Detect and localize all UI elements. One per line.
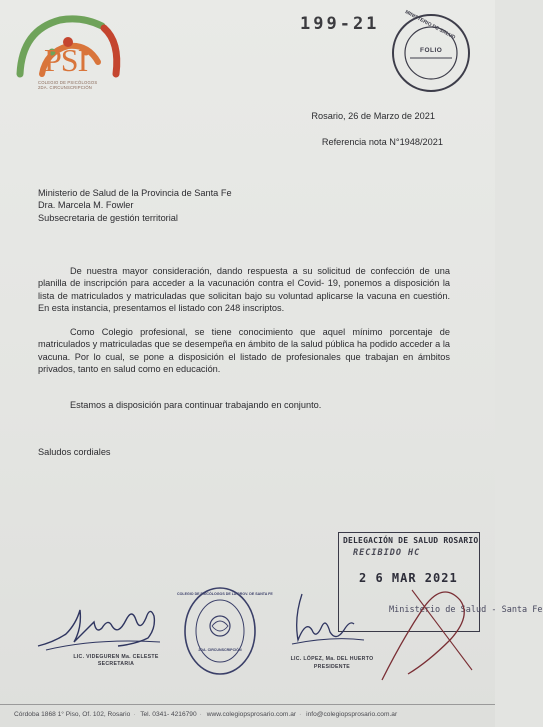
recipient-office: Subsecretaria de gestión territorial — [38, 212, 178, 223]
president-name: LIC. LÓPEZ, Ma. DEL HUERTO — [290, 656, 374, 662]
logo-caption-line2: 2DA. CIRCUNSCRIPCIÓN — [38, 85, 93, 90]
received-stamp-date: 2 6 MAR 2021 — [359, 571, 458, 585]
president-role: PRESIDENTE — [313, 664, 351, 670]
folio-label: FOLIO — [420, 47, 443, 54]
footer-address: Córdoba 1868 1° Piso, Of. 102, Rosario — [14, 711, 131, 718]
body-paragraph-1 — [38, 265, 450, 315]
footer-website: www.colegiopsprosario.com.ar — [206, 711, 297, 718]
footer-phone: Tel. 0341- 4216790 — [140, 711, 197, 718]
reference-number: Referencia nota N°1948/2021 — [321, 137, 443, 147]
folio-stamp — [390, 9, 472, 94]
college-seal-ring-text: COLEGIO DE PSICÓLOGOS DE LA PROV. DE SANTA FE — [177, 592, 273, 596]
received-stamp-status: RECIBIDO HC — [353, 548, 421, 558]
body-paragraph-3 — [38, 399, 450, 411]
secretary-name: LIC. VIDEGUREN Ma. CELESTE — [73, 654, 159, 660]
folio-ring-text: MINISTERIO DE SALUD — [403, 9, 457, 41]
footer-divider — [0, 704, 495, 705]
secretary-signature — [36, 598, 166, 670]
college-seal — [177, 586, 273, 676]
body-paragraph-2 — [38, 326, 450, 376]
college-seal-inner-text: 2DA. CIRCUNSCRIPCIÓN — [198, 648, 242, 652]
red-pen-scribble-icon — [372, 570, 482, 690]
footer-contact: Córdoba 1868 1° Piso, Of. 102, Rosario · Tel. 0341- 4216790 · www.colegiopsprosario.com.ar · info@colegiopsprosario.com.ar — [14, 711, 398, 718]
closing-salutation: Saludos cordiales — [38, 447, 111, 457]
secretary-signature-scribble-icon — [36, 598, 166, 658]
date-line: Rosario, 26 de Marzo de 2021 — [311, 111, 435, 121]
logo-letters: PSI — [44, 42, 88, 78]
body-paragraph-3-text: Estamos a disposición para continuar trabajando en conjunto. — [70, 400, 322, 410]
received-stamp-ministry: Ministerio de Salud - Santa Fe — [389, 605, 543, 615]
logo-caption-line1: COLEGIO DE PSICÓLOGOS — [38, 80, 98, 85]
recipient-block — [38, 187, 232, 224]
recipient-ministry: Ministerio de Salud de la Provincia de Santa Fe — [38, 188, 232, 198]
received-stamp-office: DELEGACIÓN DE SALUD ROSARIO — [343, 536, 479, 545]
secretary-role: SECRETARIA — [97, 661, 135, 667]
logo-caption — [38, 80, 130, 90]
college-seal-icon — [183, 586, 257, 676]
body-paragraph-2-text: Como Colegio profesional, se tiene conocimiento que aquel mínimo porcentaje de matriculados y matriculadas que se desempeña en ámbito de la salud pública ha podido acceder a la vacuna. Por lo cual, se pone a disposición el listado de profesionales que trabajan en ámbitos privados, tanto en salud como en educación. — [38, 327, 450, 375]
document-number: 199-21 — [300, 14, 380, 34]
college-logo — [12, 12, 124, 94]
footer-email: info@colegiopsprosario.com.ar — [306, 711, 398, 718]
body-paragraph-1-text: De nuestra mayor consideración, dando respuesta a su solicitud de confección de una planilla de inscripción para acceder a la vacunación contra el Covid- 19, ponemos a disposición la lista de matriculados y matriculadas que solicitan bajo su voluntad aplicarse la vacuna en cuestión. En esta instancia, presentamos el listado con 248 inscriptos. — [38, 266, 450, 314]
recipient-name: Dra. Marcela M. Fowler — [38, 200, 134, 211]
